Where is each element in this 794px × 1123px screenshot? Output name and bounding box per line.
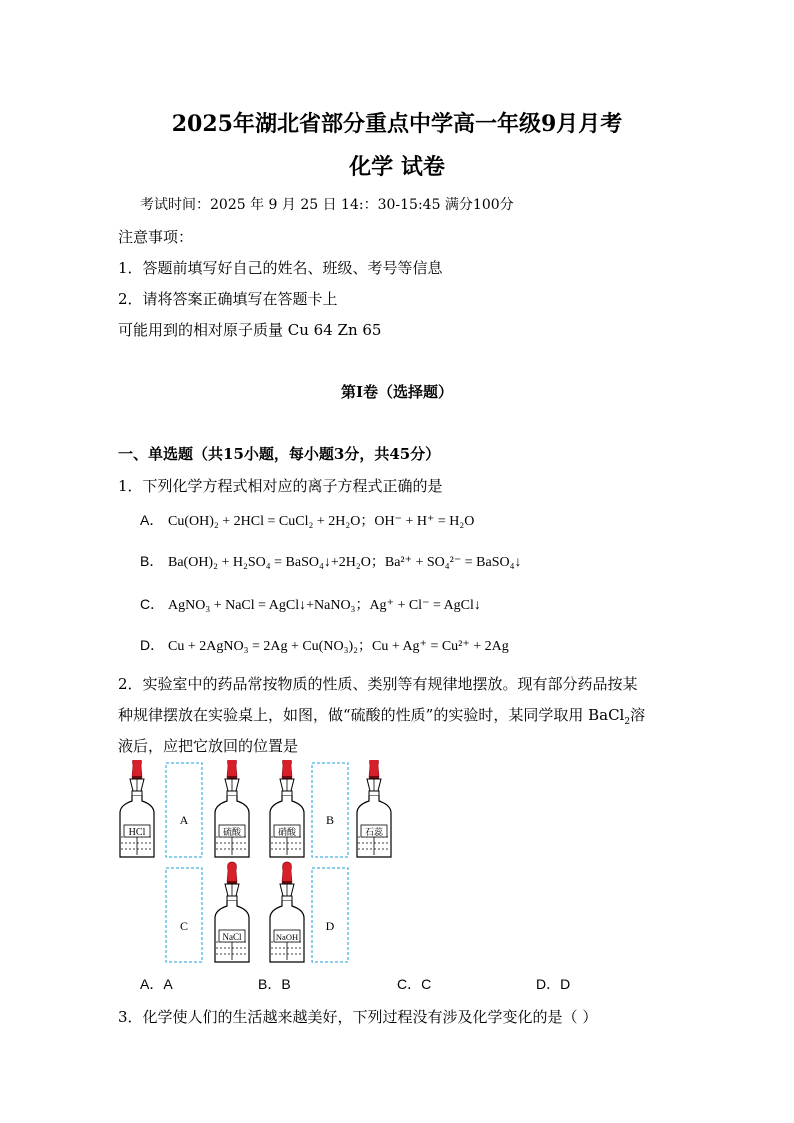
notes-title: 注意事项： bbox=[118, 228, 194, 246]
bottle-label: NaOH bbox=[275, 932, 299, 942]
option-label: B． bbox=[140, 553, 164, 569]
question-1-option-c[interactable] bbox=[140, 594, 481, 614]
option-label: C． bbox=[140, 596, 165, 612]
question-1-option-a[interactable] bbox=[140, 510, 474, 530]
option-label: D． bbox=[140, 637, 165, 653]
bottle-label: 硝酸 bbox=[277, 828, 297, 838]
slot-b[interactable] bbox=[312, 763, 348, 857]
option-equation: AgNO₃ + NaCl = AgCl↓+NaNO₃；Ag⁺ + Cl⁻ = AgCl↓ bbox=[168, 598, 481, 613]
slot-label: C bbox=[179, 919, 189, 933]
bottle-nitric bbox=[270, 760, 304, 857]
bottle-naoh bbox=[270, 862, 304, 962]
exam-time: 考试时间：2025 年 9 月 25 日 14:：30-15:45 满分100分 bbox=[140, 197, 514, 213]
page-subtitle: 化学 试卷 bbox=[349, 154, 445, 180]
question-2-option-b[interactable]: B．B bbox=[258, 976, 291, 992]
note-2: 2．请将答案正确填写在答题卡上 bbox=[118, 290, 338, 308]
section-title: 一、单选题（共15小题，每小题3分，共45分） bbox=[118, 445, 441, 463]
atomic-mass-line: 可能用到的相对原子质量 Cu 64 Zn 65 bbox=[118, 321, 382, 339]
bottle-litmus bbox=[357, 760, 391, 857]
question-1-option-d[interactable] bbox=[140, 635, 509, 655]
slot-a[interactable] bbox=[166, 763, 202, 857]
page-title: 2025年湖北省部分重点中学高一年级9月月考 bbox=[171, 111, 623, 137]
note-1: 1．答题前填写好自己的姓名、班级、考号等信息 bbox=[118, 259, 443, 277]
bottle-nacl bbox=[215, 862, 249, 962]
slot-label: D bbox=[325, 919, 335, 933]
option-equation: Cu(OH)₂ + 2HCl = CuCl₂ + 2H₂O；OH⁻ + H⁺ = H₂O bbox=[168, 514, 475, 529]
bottle-hcl bbox=[120, 760, 154, 857]
slot-c[interactable] bbox=[166, 868, 202, 962]
slot-label: B bbox=[325, 813, 335, 827]
question-2-option-c[interactable]: C．C bbox=[397, 976, 432, 992]
question-2-stem-line-3: 液后，应把它放回的位置是 bbox=[118, 737, 299, 755]
subscript: 2 bbox=[624, 717, 631, 727]
question-2-option-d[interactable]: D．D bbox=[536, 976, 571, 992]
part-title: 第I卷（选择题） bbox=[340, 383, 454, 401]
question-3-stem: 3．化学使人们的生活越来越美好，下列过程没有涉及化学变化的是（ ） bbox=[118, 1008, 598, 1026]
slot-d[interactable] bbox=[312, 868, 348, 962]
question-2-stem-line-2 bbox=[118, 704, 645, 727]
option-label: A． bbox=[140, 512, 164, 528]
stem-text: 溶 bbox=[630, 706, 646, 724]
bottle-label: HCl bbox=[128, 827, 146, 838]
option-equation: Ba(OH)₂ + H₂SO₄ = BaSO₄↓+2H₂O；Ba²⁺ + SO₄²⁻ = BaSO₄↓ bbox=[168, 555, 522, 570]
question-2-option-a[interactable]: A．A bbox=[140, 976, 173, 992]
bottle-sulfuric bbox=[215, 760, 249, 857]
slot-label: A bbox=[179, 813, 189, 827]
question-1-stem: 1．下列化学方程式相对应的离子方程式正确的是 bbox=[118, 477, 443, 495]
bottle-label: 硫酸 bbox=[222, 828, 242, 838]
bottle-label: NaCl bbox=[222, 932, 242, 942]
question-1-option-b[interactable] bbox=[140, 551, 522, 571]
stem-text: 种规律摆放在实验桌上，如图，做“硫酸的性质”的实验时，某同学取用 BaCl bbox=[118, 706, 625, 724]
option-equation: Cu + 2AgNO₃ = 2Ag + Cu(NO₃)₂；Cu + Ag⁺ = Cu²⁺ + 2Ag bbox=[168, 639, 509, 654]
question-2-stem-line-1: 2．实验室中的药品常按物质的性质、类别等有规律地摆放。现有部分药品按某 bbox=[118, 675, 638, 693]
bottle-label: 石蕊 bbox=[364, 828, 384, 838]
reagent-shelf-diagram bbox=[118, 760, 398, 966]
